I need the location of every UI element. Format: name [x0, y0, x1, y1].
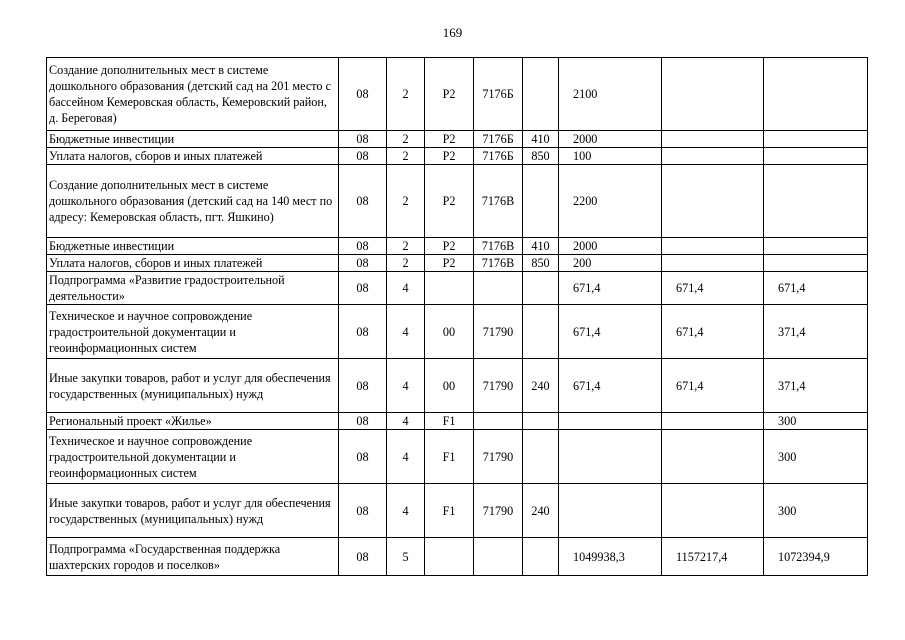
expense-type-code — [523, 305, 559, 359]
amount-year-3: 300 — [764, 413, 868, 430]
amount-year-3: 300 — [764, 430, 868, 484]
subsection-code: 2 — [387, 238, 425, 255]
table-row — [47, 58, 868, 131]
section-code: 08 — [339, 430, 387, 484]
section-code: 08 — [339, 484, 387, 538]
target-item-code: 7176В — [474, 238, 523, 255]
target-item-code: 7176В — [474, 255, 523, 272]
expense-type-code: 240 — [523, 484, 559, 538]
amount-year-1: 671,4 — [559, 305, 662, 359]
program-code: Р2 — [425, 255, 474, 272]
amount-year-3 — [764, 238, 868, 255]
subsection-code: 4 — [387, 359, 425, 413]
section-code: 08 — [339, 359, 387, 413]
subsection-code: 4 — [387, 413, 425, 430]
target-item-code — [474, 538, 523, 576]
row-name: Бюджетные инвестиции — [47, 131, 339, 148]
program-code: 00 — [425, 305, 474, 359]
table-row — [47, 165, 868, 238]
target-item-code: 7176Б — [474, 148, 523, 165]
program-code: F1 — [425, 413, 474, 430]
subsection-code: 2 — [387, 255, 425, 272]
expense-type-code: 850 — [523, 148, 559, 165]
section-code: 08 — [339, 538, 387, 576]
amount-year-3 — [764, 58, 868, 131]
amount-year-3: 371,4 — [764, 305, 868, 359]
program-code: Р2 — [425, 58, 474, 131]
row-name: Бюджетные инвестиции — [47, 238, 339, 255]
subsection-code: 4 — [387, 272, 425, 305]
section-code: 08 — [339, 165, 387, 238]
amount-year-3: 1072394,9 — [764, 538, 868, 576]
amount-year-2 — [662, 413, 764, 430]
expense-type-code: 410 — [523, 131, 559, 148]
expense-type-code: 240 — [523, 359, 559, 413]
budget-table — [46, 57, 868, 576]
amount-year-2 — [662, 131, 764, 148]
target-item-code — [474, 413, 523, 430]
section-code: 08 — [339, 305, 387, 359]
expense-type-code — [523, 272, 559, 305]
section-code: 08 — [339, 272, 387, 305]
row-name: Уплата налогов, сборов и иных платежей — [47, 148, 339, 165]
expense-type-code — [523, 413, 559, 430]
table-row — [47, 255, 868, 272]
amount-year-2 — [662, 484, 764, 538]
expense-type-code — [523, 58, 559, 131]
amount-year-3 — [764, 255, 868, 272]
row-name: Иные закупки товаров, работ и услуг для обеспечения государственных (муниципальных) нужд — [47, 359, 339, 413]
table-row — [47, 538, 868, 576]
section-code: 08 — [339, 238, 387, 255]
row-name: Региональный проект «Жилье» — [47, 413, 339, 430]
amount-year-1: 671,4 — [559, 272, 662, 305]
subsection-code: 4 — [387, 305, 425, 359]
row-name: Создание дополнительных мест в системе дошкольного образования (детский сад на 201 место с бассейном Кемеровская область, Кемеровский район, д. Береговая) — [47, 58, 339, 131]
row-name: Техническое и научное сопровождение градостроительной документации и геоинформационных систем — [47, 430, 339, 484]
table-row — [47, 305, 868, 359]
table-row — [47, 430, 868, 484]
program-code — [425, 538, 474, 576]
row-name: Создание дополнительных мест в системе дошкольного образования (детский сад на 140 мест по адресу: Кемеровская область, пгт. Яшкино) — [47, 165, 339, 238]
expense-type-code — [523, 165, 559, 238]
expense-type-code — [523, 430, 559, 484]
amount-year-2: 1157217,4 — [662, 538, 764, 576]
target-item-code: 71790 — [474, 484, 523, 538]
subsection-code: 2 — [387, 131, 425, 148]
subsection-code: 5 — [387, 538, 425, 576]
subsection-code: 2 — [387, 165, 425, 238]
amount-year-1: 671,4 — [559, 359, 662, 413]
table-row — [47, 238, 868, 255]
amount-year-3 — [764, 165, 868, 238]
amount-year-1: 1049938,3 — [559, 538, 662, 576]
target-item-code: 7176В — [474, 165, 523, 238]
amount-year-3 — [764, 148, 868, 165]
table-row — [47, 272, 868, 305]
amount-year-2 — [662, 58, 764, 131]
amount-year-2 — [662, 165, 764, 238]
subsection-code: 2 — [387, 58, 425, 131]
amount-year-1: 100 — [559, 148, 662, 165]
subsection-code: 4 — [387, 430, 425, 484]
amount-year-1 — [559, 484, 662, 538]
table-row — [47, 413, 868, 430]
table-row — [47, 148, 868, 165]
amount-year-3 — [764, 131, 868, 148]
amount-year-1: 2000 — [559, 238, 662, 255]
amount-year-3: 300 — [764, 484, 868, 538]
amount-year-2 — [662, 255, 764, 272]
program-code: 00 — [425, 359, 474, 413]
program-code: Р2 — [425, 165, 474, 238]
program-code: Р2 — [425, 148, 474, 165]
table-row — [47, 131, 868, 148]
amount-year-2 — [662, 238, 764, 255]
page-number: 169 — [442, 25, 463, 40]
amount-year-2 — [662, 430, 764, 484]
target-item-code: 7176Б — [474, 131, 523, 148]
amount-year-1 — [559, 413, 662, 430]
expense-type-code: 850 — [523, 255, 559, 272]
program-code: Р2 — [425, 131, 474, 148]
section-code: 08 — [339, 255, 387, 272]
target-item-code: 71790 — [474, 305, 523, 359]
amount-year-3: 671,4 — [764, 272, 868, 305]
amount-year-3: 371,4 — [764, 359, 868, 413]
amount-year-2 — [662, 148, 764, 165]
expense-type-code — [523, 538, 559, 576]
section-code: 08 — [339, 148, 387, 165]
program-code — [425, 272, 474, 305]
program-code: F1 — [425, 430, 474, 484]
amount-year-1: 2200 — [559, 165, 662, 238]
row-name: Подпрограмма «Государственная поддержка шахтерских городов и поселков» — [47, 538, 339, 576]
amount-year-1: 2100 — [559, 58, 662, 131]
subsection-code: 2 — [387, 148, 425, 165]
section-code: 08 — [339, 413, 387, 430]
section-code: 08 — [339, 131, 387, 148]
section-code: 08 — [339, 58, 387, 131]
row-name: Подпрограмма «Развитие градостроительной деятельности» — [47, 272, 339, 305]
expense-type-code: 410 — [523, 238, 559, 255]
target-item-code: 71790 — [474, 359, 523, 413]
program-code: F1 — [425, 484, 474, 538]
row-name: Уплата налогов, сборов и иных платежей — [47, 255, 339, 272]
program-code: Р2 — [425, 238, 474, 255]
target-item-code: 71790 — [474, 430, 523, 484]
table-row — [47, 359, 868, 413]
amount-year-2: 671,4 — [662, 305, 764, 359]
amount-year-1: 2000 — [559, 131, 662, 148]
table-row — [47, 484, 868, 538]
subsection-code: 4 — [387, 484, 425, 538]
target-item-code: 7176Б — [474, 58, 523, 131]
row-name: Иные закупки товаров, работ и услуг для обеспечения государственных (муниципальных) нужд — [47, 484, 339, 538]
target-item-code — [474, 272, 523, 305]
amount-year-2: 671,4 — [662, 272, 764, 305]
row-name: Техническое и научное сопровождение градостроительной документации и геоинформационных систем — [47, 305, 339, 359]
amount-year-1: 200 — [559, 255, 662, 272]
amount-year-2: 671,4 — [662, 359, 764, 413]
amount-year-1 — [559, 430, 662, 484]
